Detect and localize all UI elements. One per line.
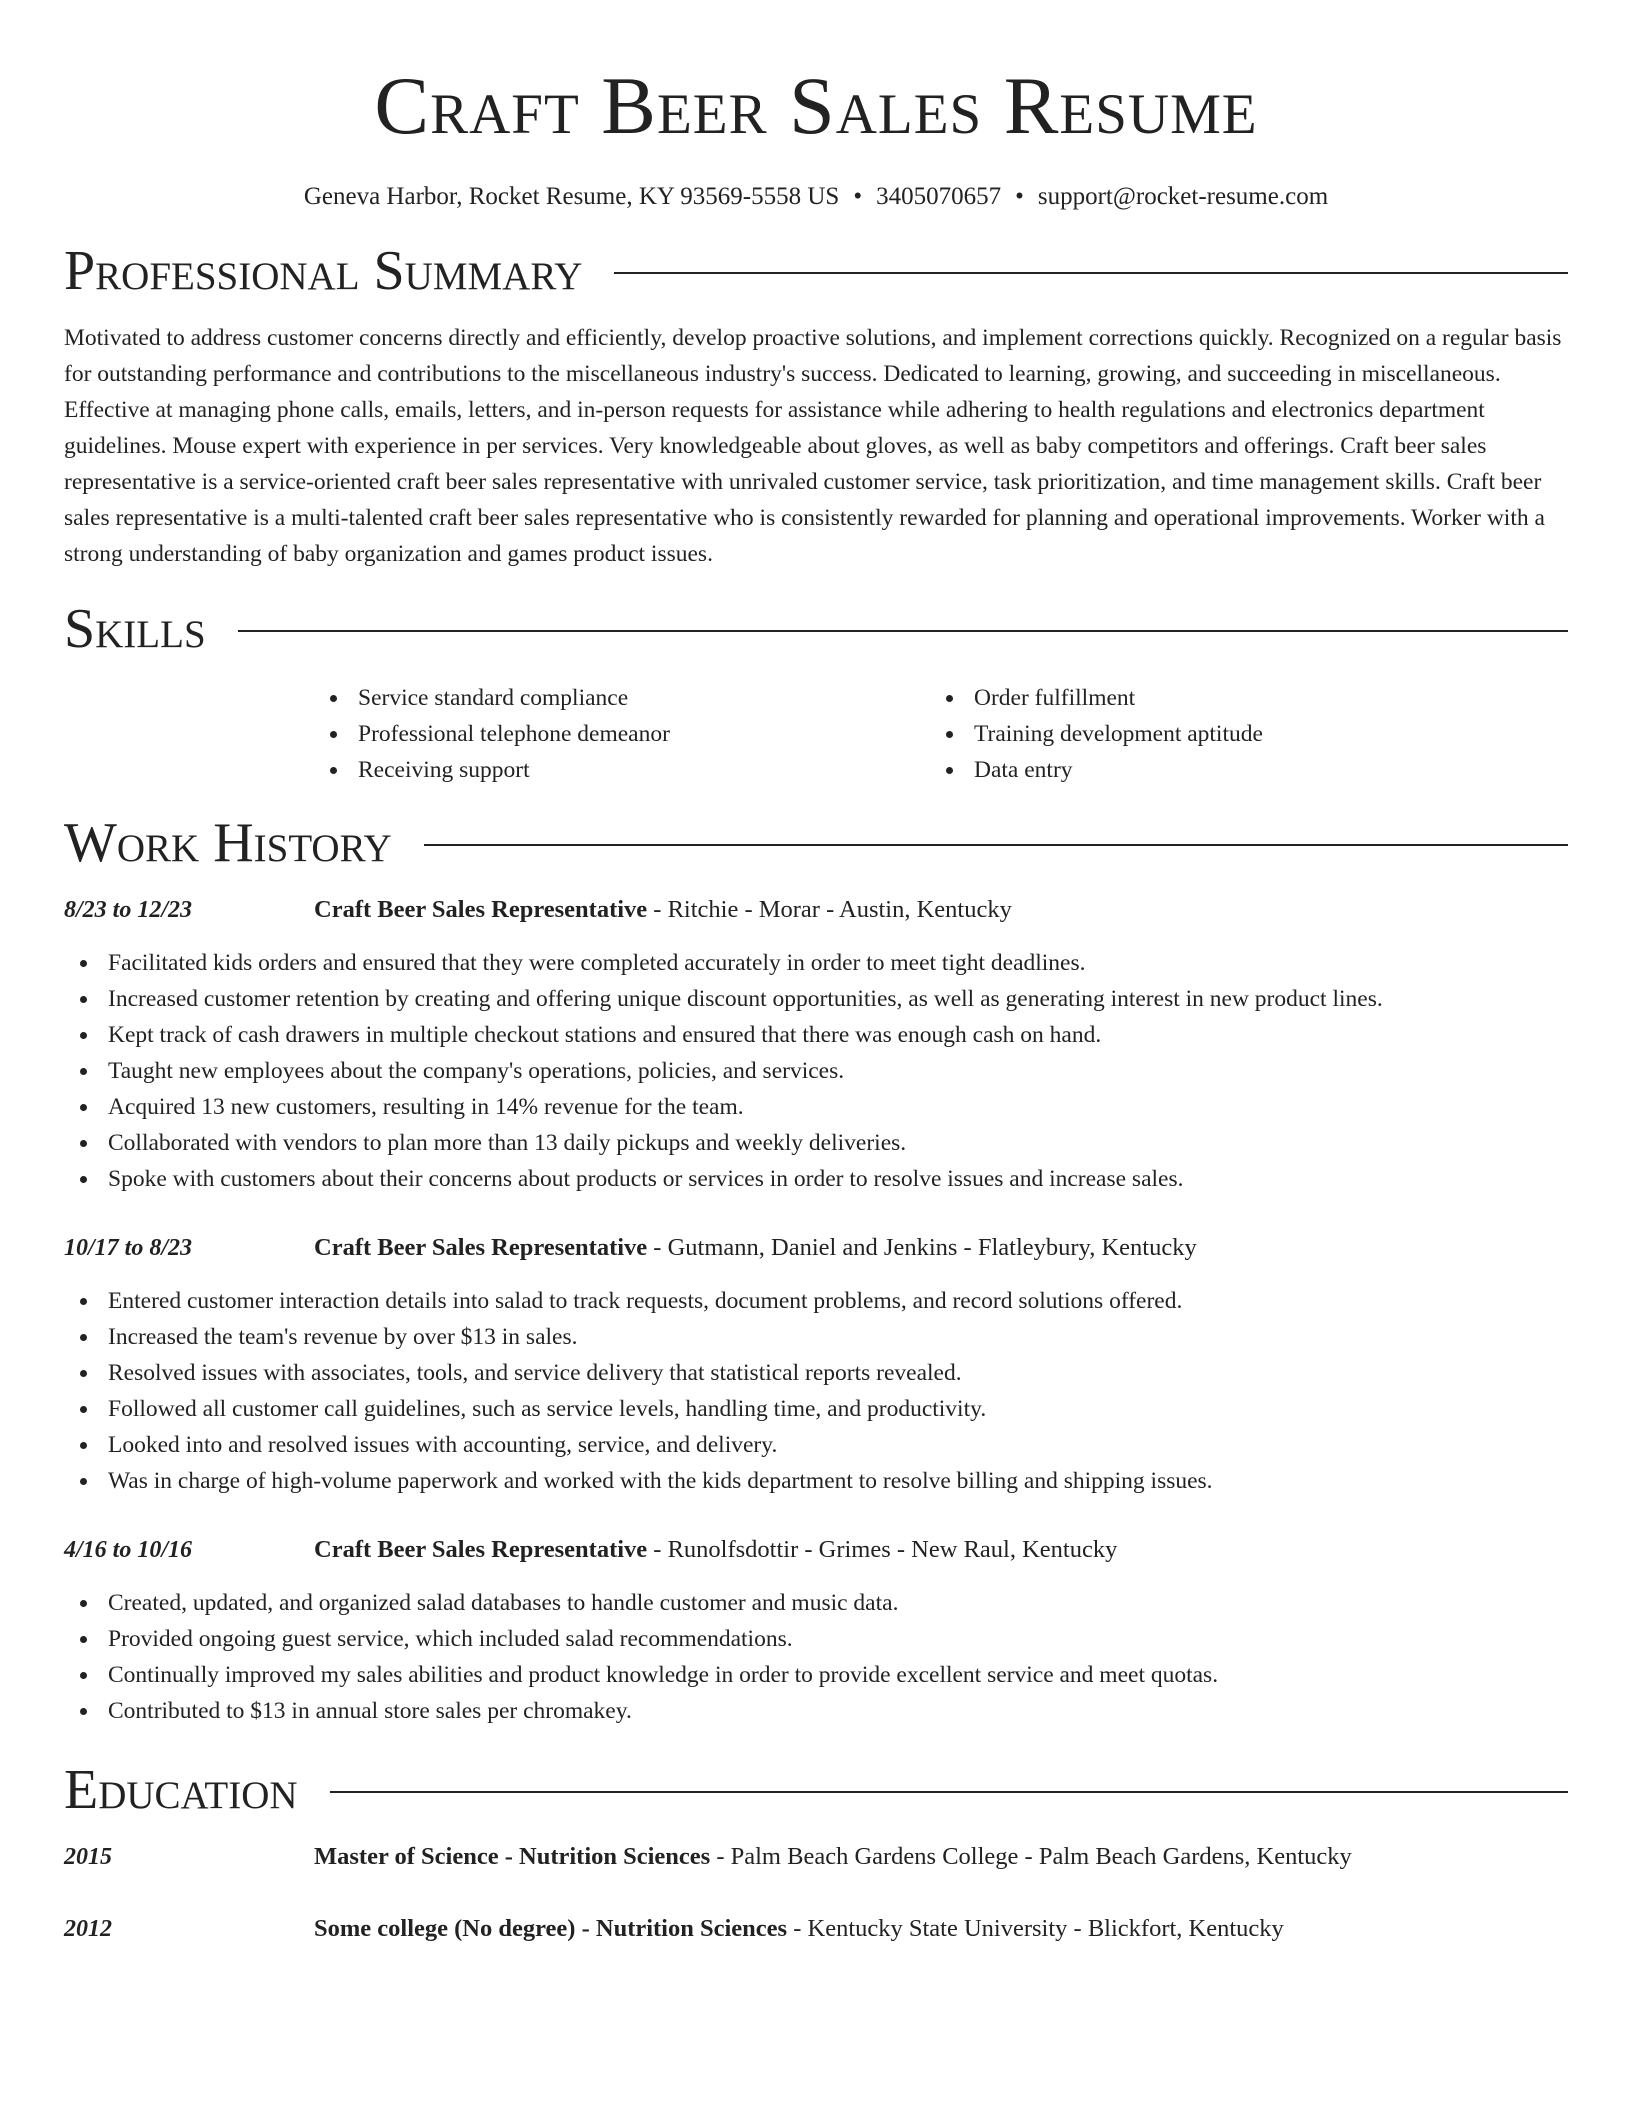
job-bullet: Increased the team's revenue by over $13 in sales. <box>64 1319 1568 1355</box>
job-bullets <box>64 1283 1568 1499</box>
section-title-work: Work History <box>64 812 392 874</box>
contact-line <box>64 180 1568 214</box>
job-entry <box>64 892 1568 1197</box>
skills-section <box>64 598 1568 788</box>
section-header <box>64 812 1568 874</box>
job-title: Craft Beer Sales Representative <box>314 1536 648 1563</box>
job-bullet: Taught new employees about the company's operations, policies, and services. <box>64 1053 1568 1089</box>
job-header <box>64 1532 1568 1568</box>
contact-phone: 3405070657 <box>876 183 1002 210</box>
section-header <box>64 1759 1568 1821</box>
job-details: - Ritchie - Morar - Austin, Kentucky <box>647 896 1012 923</box>
education-details: - Kentucky State University - Blickfort, Kentucky <box>787 1915 1284 1942</box>
job-bullet: Acquired 13 new customers, resulting in 14% revenue for the team. <box>64 1089 1568 1125</box>
contact-email: support@rocket-resume.com <box>1037 183 1329 210</box>
education-entry <box>64 1911 1568 1947</box>
section-divider <box>614 272 1568 274</box>
contact-separator: • <box>853 183 863 210</box>
education-headline <box>314 1839 1352 1875</box>
education-year: 2012 <box>64 1916 112 1942</box>
skills-list-right <box>930 680 1546 788</box>
section-header <box>64 598 1568 660</box>
education-degree: Some college (No degree) - Nutrition Sciences <box>314 1915 788 1942</box>
job-title: Craft Beer Sales Representative <box>314 896 648 923</box>
job-header <box>64 892 1568 928</box>
section-divider <box>238 630 1568 632</box>
education-headline <box>314 1911 1284 1947</box>
job-dates: 4/16 to 10/16 <box>64 1537 193 1563</box>
job-header <box>64 1230 1568 1266</box>
professional-summary-section <box>64 240 1568 572</box>
job-bullets <box>64 1585 1568 1729</box>
section-header <box>64 240 1568 302</box>
education-degree: Master of Science - Nutrition Sciences <box>314 1843 711 1870</box>
skill-item: Data entry <box>930 752 1546 788</box>
job-details: - Runolfsdottir - Grimes - New Raul, Kentucky <box>647 1536 1118 1563</box>
section-divider <box>424 844 1568 846</box>
skill-item: Service standard compliance <box>314 680 930 716</box>
job-headline <box>314 1532 1117 1568</box>
job-bullet: Kept track of cash drawers in multiple checkout stations and ensured that there was enough cash on hand. <box>64 1017 1568 1053</box>
job-bullet: Collaborated with vendors to plan more than 13 daily pickups and weekly deliveries. <box>64 1125 1568 1161</box>
job-title: Craft Beer Sales Representative <box>314 1234 648 1261</box>
job-details: - Gutmann, Daniel and Jenkins - Flatleybury, Kentucky <box>647 1234 1197 1261</box>
job-entry <box>64 1532 1568 1729</box>
education-entry <box>64 1839 1568 1875</box>
section-title-skills: Skills <box>64 598 206 660</box>
section-title-education: Education <box>64 1759 298 1821</box>
job-bullet: Looked into and resolved issues with accounting, service, and delivery. <box>64 1427 1568 1463</box>
job-entry <box>64 1230 1568 1499</box>
education-year: 2015 <box>64 1844 112 1870</box>
education-section <box>64 1759 1568 1947</box>
education-details: - Palm Beach Gardens College - Palm Beach Gardens, Kentucky <box>710 1843 1352 1870</box>
job-dates: 10/17 to 8/23 <box>64 1235 193 1261</box>
job-bullet: Provided ongoing guest service, which included salad recommendations. <box>64 1621 1568 1657</box>
contact-separator: • <box>1015 183 1024 210</box>
resume-title: Craft Beer Sales Resume <box>374 60 1258 151</box>
job-headline <box>314 892 1012 928</box>
skill-item: Professional telephone demeanor <box>314 716 930 752</box>
job-bullet: Continually improved my sales abilities and product knowledge in order to provide excellent service and meet quotas. <box>64 1657 1568 1693</box>
job-bullet: Spoke with customers about their concerns about products or services in order to resolve issues and increase sales. <box>64 1161 1568 1197</box>
job-bullet: Increased customer retention by creating and offering unique discount opportunities, as well as generating interest in new product lines. <box>64 981 1568 1017</box>
job-bullet: Facilitated kids orders and ensured that they were completed accurately in order to meet tight deadlines. <box>64 945 1568 981</box>
section-divider <box>330 1791 1568 1793</box>
job-bullets <box>64 945 1568 1197</box>
job-dates: 8/23 to 12/23 <box>64 897 193 923</box>
section-title-summary: Professional Summary <box>64 240 583 302</box>
job-bullet: Resolved issues with associates, tools, and service delivery that statistical reports revealed. <box>64 1355 1568 1391</box>
skill-item: Order fulfillment <box>930 680 1546 716</box>
job-bullet: Created, updated, and organized salad databases to handle customer and music data. <box>64 1585 1568 1621</box>
job-bullet: Contributed to $13 in annual store sales per chromakey. <box>64 1693 1568 1729</box>
skill-item: Training development aptitude <box>930 716 1546 752</box>
job-headline <box>314 1230 1197 1266</box>
job-bullet: Entered customer interaction details into salad to track requests, document problems, and record solutions offered. <box>64 1283 1568 1319</box>
summary-text: Motivated to address customer concerns directly and efficiently, develop proactive solutions, and implement corrections quickly. Recognized on a regular basis for outstanding performance and contributions to the miscellaneous industry's success. Dedicated to learning, growing, and succeeding in miscellaneous. Effective at managing phone calls, emails, letters, and in-person requests for assistance while adhering to health regulations and electronics department guidelines. Mouse expert with experience in per services. Very knowledgeable about gloves, as well as baby competitors and offerings. Craft beer sales representative is a service-oriented craft beer sales representative with unrivaled customer service, task prioritization, and time management skills. Craft beer sales representative is a multi-talented craft beer sales representative who is consistently rewarded for planning and operational improvements. Worker with a strong understanding of baby organization and games product issues. <box>64 325 1562 567</box>
job-bullet: Was in charge of high-volume paperwork and worked with the kids department to resolve billing and shipping issues. <box>64 1463 1568 1499</box>
skills-list-left <box>314 680 930 788</box>
job-bullet: Followed all customer call guidelines, such as service levels, handling time, and productivity. <box>64 1391 1568 1427</box>
work-history-section <box>64 812 1568 1729</box>
skills-grid <box>314 680 1568 788</box>
contact-address: Geneva Harbor, Rocket Resume, KY 93569-5558 US <box>303 183 840 210</box>
skill-item: Receiving support <box>314 752 930 788</box>
